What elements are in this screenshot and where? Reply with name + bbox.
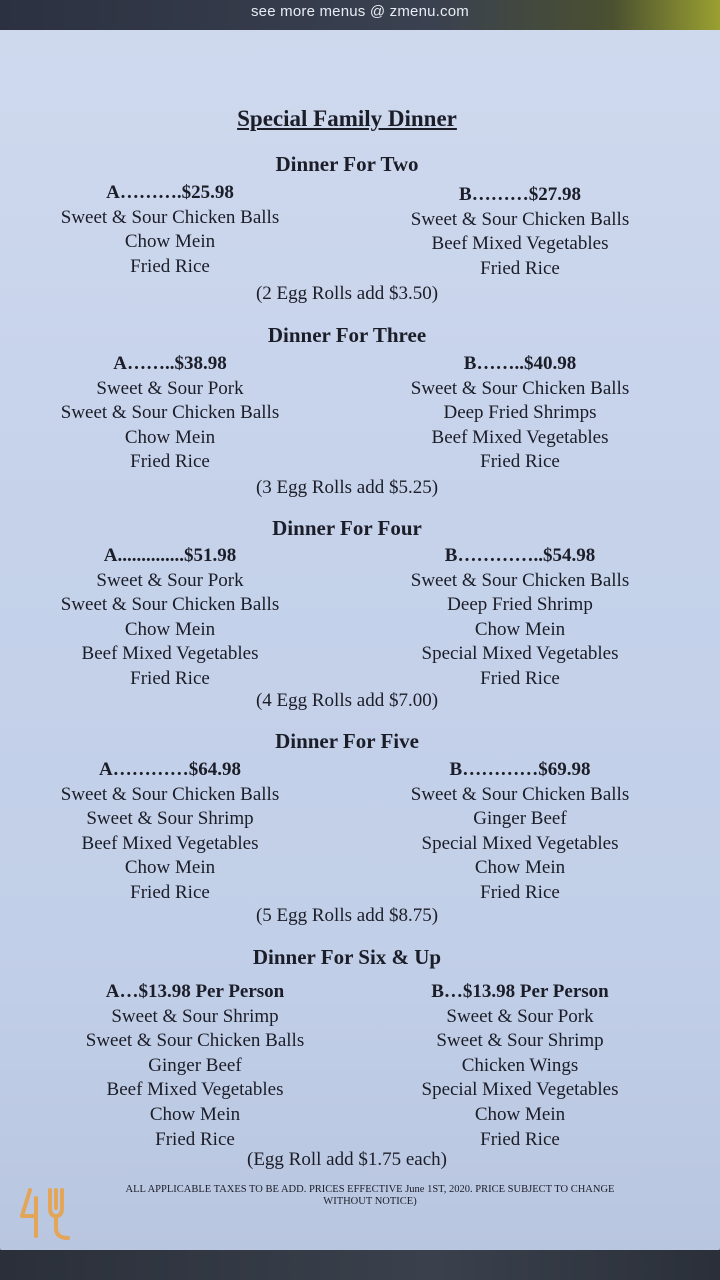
menu-item: Deep Fried Shrimp — [447, 594, 593, 616]
disclaimer-line-2: WITHOUT NOTICE) — [323, 1196, 417, 1207]
option-price: A…………$64.98 — [99, 759, 241, 780]
menu-item: Special Mixed Vegetables — [421, 832, 619, 854]
menu-item: Fried Rice — [480, 257, 560, 279]
section-title-six: Dinner For Six & Up — [252, 945, 442, 969]
page-title: Special Family Dinner — [237, 106, 457, 131]
option-a-five — [20, 758, 320, 906]
option-price: A…$13.98 Per Person — [105, 981, 285, 1002]
menu-item: Sweet & Sour Chicken Balls — [60, 594, 280, 616]
menu-item: Sweet & Sour Chicken Balls — [60, 783, 280, 805]
option-b-three — [370, 352, 670, 475]
menu-item: Chow Mein — [124, 231, 216, 253]
option-price: B……..$40.98 — [463, 353, 577, 374]
menu-item: Chow Mein — [124, 857, 216, 879]
menu-item: Sweet & Sour Chicken Balls — [410, 208, 630, 230]
menu-item: Deep Fried Shrimps — [443, 402, 597, 424]
section-title-three: Dinner For Three — [267, 323, 427, 347]
option-price: B…………$69.98 — [449, 759, 591, 780]
egg-roll-note: (2 Egg Rolls add $3.50) — [255, 283, 439, 304]
menu-item: Sweet & Sour Shrimp — [111, 1005, 279, 1027]
menu-item: Sweet & Sour Chicken Balls — [60, 402, 280, 424]
menu-item: Chicken Wings — [461, 1054, 579, 1076]
menu-item: Sweet & Sour Chicken Balls — [410, 783, 630, 805]
egg-roll-note: (5 Egg Rolls add $8.75) — [255, 905, 439, 926]
menu-item: Beef Mixed Vegetables — [431, 426, 609, 448]
menu-item: Beef Mixed Vegetables — [81, 832, 259, 854]
menu-item: Chow Mein — [474, 857, 566, 879]
egg-roll-note: (3 Egg Rolls add $5.25) — [255, 477, 439, 498]
menu-item: Fried Rice — [130, 451, 210, 473]
zmenu-logo-icon — [16, 1186, 86, 1242]
option-b-four — [370, 544, 670, 692]
option-a-four — [20, 544, 320, 692]
menu-item: Beef Mixed Vegetables — [106, 1079, 284, 1101]
disclaimer-line-1: ALL APPLICABLE TAXES TO BE ADD. PRICES EFFECTIVE June 1ST, 2020. PRICE SUBJECT TO CHANGE — [125, 1184, 615, 1195]
option-b-five — [370, 758, 670, 906]
menu-item: Fried Rice — [480, 667, 560, 689]
option-b-six — [345, 980, 695, 1152]
menu-item: Ginger Beef — [148, 1054, 242, 1076]
option-price: B…$13.98 Per Person — [431, 981, 609, 1002]
menu-item: Sweet & Sour Pork — [96, 377, 244, 399]
menu-item: Chow Mein — [124, 426, 216, 448]
menu-item: Sweet & Sour Chicken Balls — [85, 1030, 305, 1052]
option-b-two — [370, 183, 670, 281]
menu-item: Sweet & Sour Shrimp — [86, 808, 254, 830]
menu-item: Fried Rice — [480, 451, 560, 473]
option-price: B…………..$54.98 — [444, 545, 596, 566]
price-disclaimer — [60, 1184, 680, 1208]
option-a-six — [20, 980, 370, 1152]
egg-roll-note: (Egg Roll add $1.75 each) — [247, 1149, 447, 1170]
option-price: A……..$38.98 — [113, 353, 227, 374]
menu-item: Beef Mixed Vegetables — [431, 233, 609, 255]
option-price: B………$27.98 — [459, 184, 581, 205]
option-a-three — [20, 352, 320, 475]
egg-roll-note: (4 Egg Rolls add $7.00) — [255, 690, 439, 711]
menu-item: Sweet & Sour Pork — [96, 569, 244, 591]
menu-item: Sweet & Sour Chicken Balls — [410, 377, 630, 399]
menu-item: Fried Rice — [130, 881, 210, 903]
section-title-four: Dinner For Four — [272, 516, 422, 540]
option-price: A..............$51.98 — [103, 545, 237, 566]
bottom-bar — [0, 1250, 720, 1280]
menu-item: Chow Mein — [474, 618, 566, 640]
menu-item: Sweet & Sour Shrimp — [436, 1030, 604, 1052]
menu-item: Ginger Beef — [473, 808, 567, 830]
watermark-text: see more menus @ zmenu.com — [250, 3, 469, 20]
menu-item: Fried Rice — [130, 255, 210, 277]
section-title-five: Dinner For Five — [275, 729, 419, 753]
menu-item: Sweet & Sour Chicken Balls — [60, 206, 280, 228]
menu-item: Sweet & Sour Chicken Balls — [410, 569, 630, 591]
option-a-two — [20, 181, 320, 279]
menu-item: Sweet & Sour Pork — [446, 1005, 594, 1027]
menu-item: Fried Rice — [155, 1128, 235, 1150]
menu-item: Fried Rice — [480, 1128, 560, 1150]
option-price: A……….$25.98 — [106, 182, 234, 203]
menu-item: Special Mixed Vegetables — [421, 643, 619, 665]
section-title-two: Dinner For Two — [275, 152, 419, 176]
menu-item: Chow Mein — [474, 1103, 566, 1125]
menu-item: Fried Rice — [130, 667, 210, 689]
menu-item: Chow Mein — [124, 618, 216, 640]
menu-item: Beef Mixed Vegetables — [81, 643, 259, 665]
menu-item: Special Mixed Vegetables — [421, 1079, 619, 1101]
menu-item: Chow Mein — [149, 1103, 241, 1125]
menu-item: Fried Rice — [480, 881, 560, 903]
